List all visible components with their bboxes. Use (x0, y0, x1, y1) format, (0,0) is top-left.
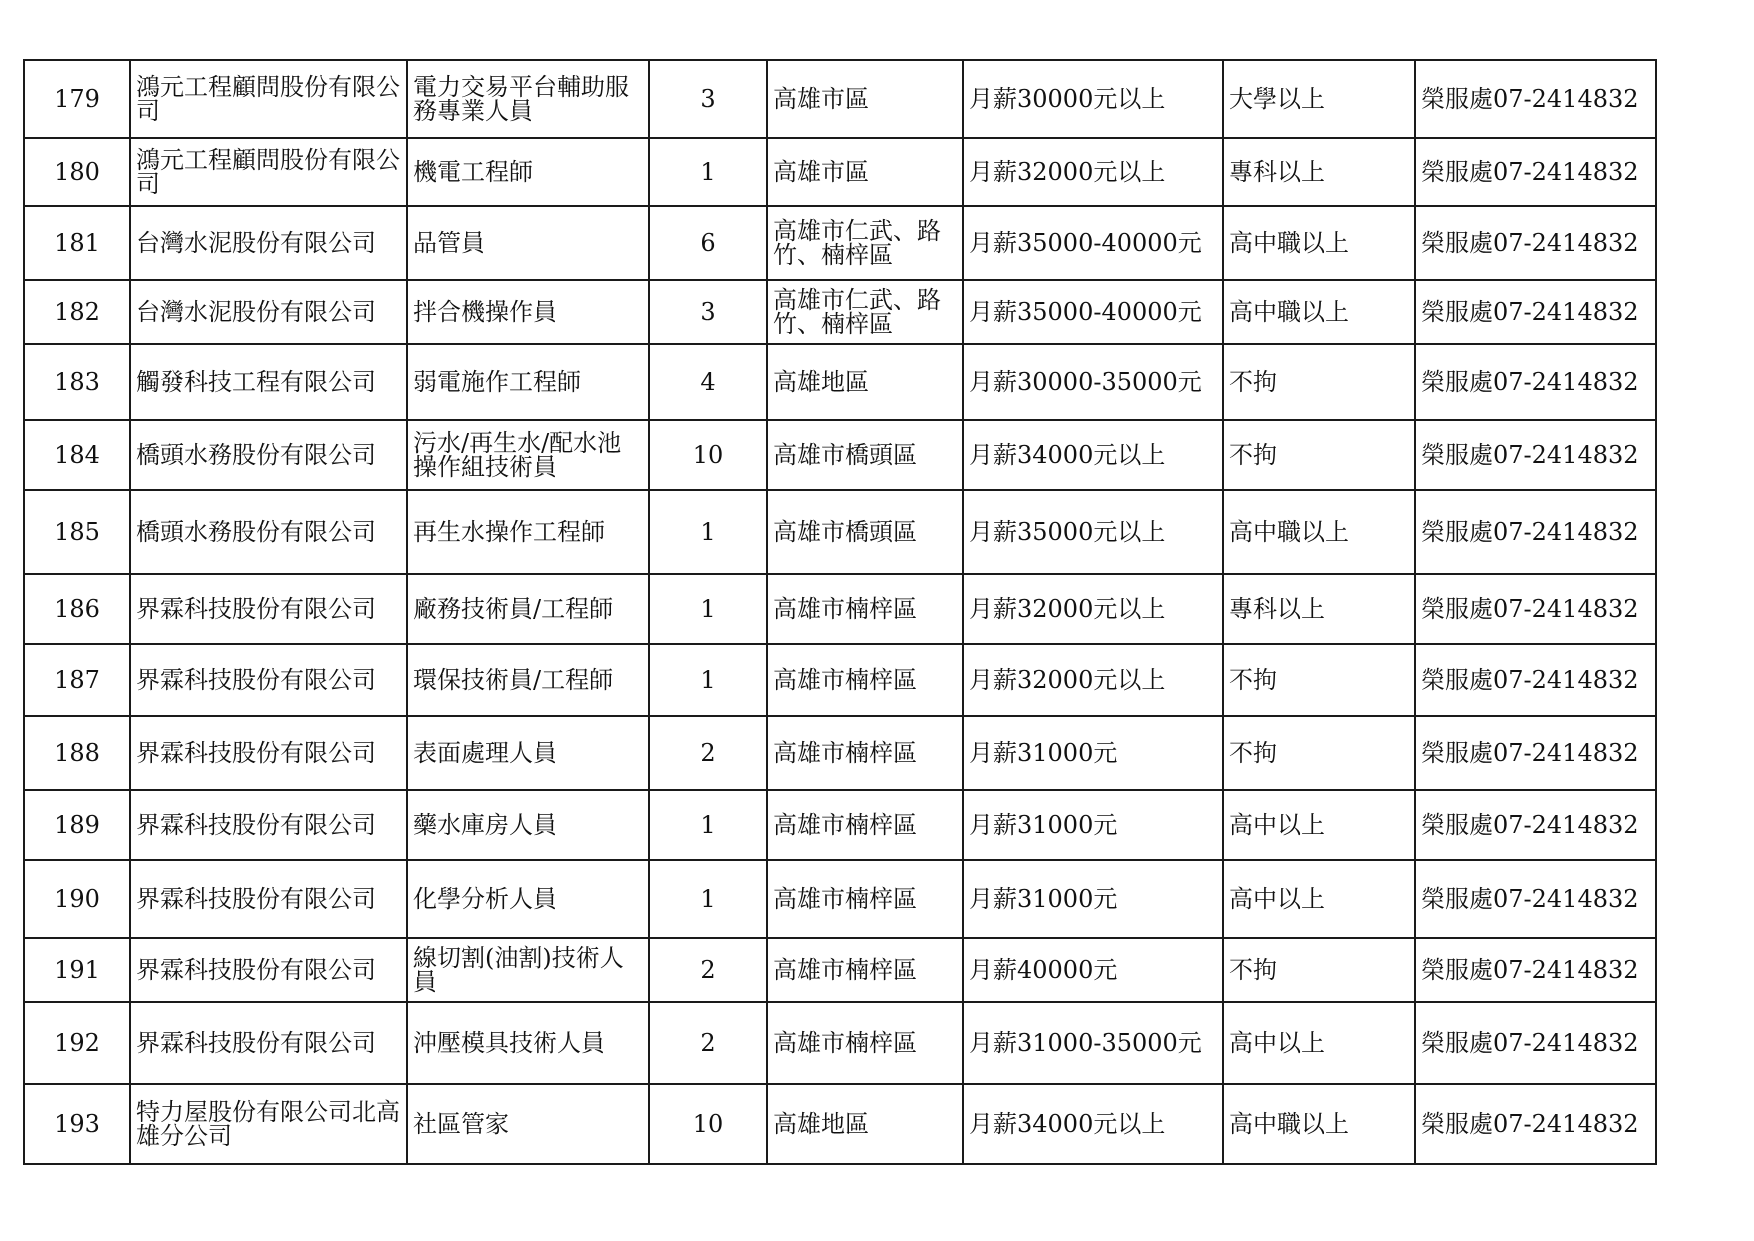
salary-cell: 月薪32000元以上 (963, 644, 1223, 716)
openings-count-cell: 1 (649, 790, 767, 860)
table-row (24, 938, 1656, 1002)
contact-phone-cell: 榮服處07-2414832 (1415, 344, 1656, 420)
row-number-cell: 184 (24, 420, 130, 490)
contact-phone-cell: 榮服處07-2414832 (1415, 60, 1656, 138)
salary-cell: 月薪32000元以上 (963, 138, 1223, 206)
contact-phone-cell: 榮服處07-2414832 (1415, 860, 1656, 938)
row-number-cell: 193 (24, 1084, 130, 1164)
job-title-cell: 化學分析人員 (407, 860, 649, 938)
work-area-cell: 高雄市楠梓區 (767, 790, 963, 860)
table-row (24, 1002, 1656, 1084)
company-name-cell: 界霖科技股份有限公司 (130, 860, 407, 938)
education-requirement-cell: 專科以上 (1223, 138, 1415, 206)
table-row (24, 490, 1656, 574)
company-name-cell: 特力屋股份有限公司北高雄分公司 (130, 1084, 407, 1164)
company-name-cell: 界霖科技股份有限公司 (130, 574, 407, 644)
row-number-cell: 192 (24, 1002, 130, 1084)
row-number-cell: 179 (24, 60, 130, 138)
row-number-cell: 191 (24, 938, 130, 1002)
row-number-cell: 185 (24, 490, 130, 574)
salary-cell: 月薪30000-35000元 (963, 344, 1223, 420)
salary-cell: 月薪35000元以上 (963, 490, 1223, 574)
education-requirement-cell: 專科以上 (1223, 574, 1415, 644)
work-area-cell: 高雄市仁武、路竹、楠梓區 (767, 206, 963, 280)
education-requirement-cell: 不拘 (1223, 644, 1415, 716)
salary-cell: 月薪30000元以上 (963, 60, 1223, 138)
table-row (24, 716, 1656, 790)
work-area-cell: 高雄市區 (767, 60, 963, 138)
table-row (24, 206, 1656, 280)
table-row (24, 574, 1656, 644)
work-area-cell: 高雄市楠梓區 (767, 1002, 963, 1084)
openings-count-cell: 2 (649, 716, 767, 790)
salary-cell: 月薪40000元 (963, 938, 1223, 1002)
contact-phone-cell: 榮服處07-2414832 (1415, 790, 1656, 860)
company-name-cell: 界霖科技股份有限公司 (130, 716, 407, 790)
table-row (24, 138, 1656, 206)
company-name-cell: 台灣水泥股份有限公司 (130, 280, 407, 344)
row-number-cell: 186 (24, 574, 130, 644)
job-title-cell: 藥水庫房人員 (407, 790, 649, 860)
contact-phone-cell: 榮服處07-2414832 (1415, 490, 1656, 574)
row-number-cell: 183 (24, 344, 130, 420)
openings-count-cell: 3 (649, 280, 767, 344)
openings-count-cell: 1 (649, 860, 767, 938)
table-row (24, 280, 1656, 344)
company-name-cell: 界霖科技股份有限公司 (130, 644, 407, 716)
openings-count-cell: 10 (649, 420, 767, 490)
table-row (24, 790, 1656, 860)
job-title-cell: 再生水操作工程師 (407, 490, 649, 574)
contact-phone-cell: 榮服處07-2414832 (1415, 206, 1656, 280)
education-requirement-cell: 不拘 (1223, 716, 1415, 790)
job-title-cell: 線切割(油割)技術人員 (407, 938, 649, 1002)
row-number-cell: 180 (24, 138, 130, 206)
table-row (24, 644, 1656, 716)
company-name-cell: 鴻元工程顧問股份有限公司 (130, 138, 407, 206)
job-title-cell: 環保技術員/工程師 (407, 644, 649, 716)
job-title-cell: 污水/再生水/配水池操作組技術員 (407, 420, 649, 490)
job-title-cell: 社區管家 (407, 1084, 649, 1164)
openings-count-cell: 1 (649, 574, 767, 644)
work-area-cell: 高雄市仁武、路竹、楠梓區 (767, 280, 963, 344)
job-title-cell: 沖壓模具技術人員 (407, 1002, 649, 1084)
contact-phone-cell: 榮服處07-2414832 (1415, 280, 1656, 344)
contact-phone-cell: 榮服處07-2414832 (1415, 1002, 1656, 1084)
openings-count-cell: 4 (649, 344, 767, 420)
education-requirement-cell: 不拘 (1223, 344, 1415, 420)
salary-cell: 月薪32000元以上 (963, 574, 1223, 644)
job-rows (24, 60, 1656, 1164)
row-number-cell: 181 (24, 206, 130, 280)
company-name-cell: 觸發科技工程有限公司 (130, 344, 407, 420)
job-title-cell: 拌合機操作員 (407, 280, 649, 344)
education-requirement-cell: 高中職以上 (1223, 1084, 1415, 1164)
work-area-cell: 高雄市橋頭區 (767, 420, 963, 490)
education-requirement-cell: 高中以上 (1223, 790, 1415, 860)
work-area-cell: 高雄市楠梓區 (767, 716, 963, 790)
job-title-cell: 品管員 (407, 206, 649, 280)
row-number-cell: 182 (24, 280, 130, 344)
work-area-cell: 高雄地區 (767, 344, 963, 420)
openings-count-cell: 1 (649, 490, 767, 574)
work-area-cell: 高雄市區 (767, 138, 963, 206)
work-area-cell: 高雄市楠梓區 (767, 644, 963, 716)
table-row (24, 344, 1656, 420)
job-title-cell: 表面處理人員 (407, 716, 649, 790)
work-area-cell: 高雄市楠梓區 (767, 938, 963, 1002)
job-title-cell: 機電工程師 (407, 138, 649, 206)
openings-count-cell: 1 (649, 138, 767, 206)
salary-cell: 月薪34000元以上 (963, 1084, 1223, 1164)
education-requirement-cell: 不拘 (1223, 420, 1415, 490)
openings-count-cell: 6 (649, 206, 767, 280)
contact-phone-cell: 榮服處07-2414832 (1415, 1084, 1656, 1164)
job-listing-table (23, 59, 1657, 1165)
salary-cell: 月薪31000元 (963, 790, 1223, 860)
salary-cell: 月薪35000-40000元 (963, 280, 1223, 344)
company-name-cell: 界霖科技股份有限公司 (130, 790, 407, 860)
education-requirement-cell: 大學以上 (1223, 60, 1415, 138)
table-row (24, 420, 1656, 490)
row-number-cell: 189 (24, 790, 130, 860)
openings-count-cell: 3 (649, 60, 767, 138)
work-area-cell: 高雄市楠梓區 (767, 860, 963, 938)
salary-cell: 月薪31000元 (963, 860, 1223, 938)
contact-phone-cell: 榮服處07-2414832 (1415, 938, 1656, 1002)
job-title-cell: 電力交易平台輔助服務專業人員 (407, 60, 649, 138)
salary-cell: 月薪31000元 (963, 716, 1223, 790)
job-listing-sheet (23, 59, 1655, 1165)
contact-phone-cell: 榮服處07-2414832 (1415, 716, 1656, 790)
table-row (24, 1084, 1656, 1164)
contact-phone-cell: 榮服處07-2414832 (1415, 644, 1656, 716)
education-requirement-cell: 高中職以上 (1223, 280, 1415, 344)
row-number-cell: 188 (24, 716, 130, 790)
table-row (24, 60, 1656, 138)
openings-count-cell: 1 (649, 644, 767, 716)
contact-phone-cell: 榮服處07-2414832 (1415, 138, 1656, 206)
openings-count-cell: 2 (649, 1002, 767, 1084)
openings-count-cell: 10 (649, 1084, 767, 1164)
table-row (24, 860, 1656, 938)
company-name-cell: 台灣水泥股份有限公司 (130, 206, 407, 280)
job-title-cell: 廠務技術員/工程師 (407, 574, 649, 644)
company-name-cell: 界霖科技股份有限公司 (130, 938, 407, 1002)
company-name-cell: 界霖科技股份有限公司 (130, 1002, 407, 1084)
work-area-cell: 高雄地區 (767, 1084, 963, 1164)
salary-cell: 月薪34000元以上 (963, 420, 1223, 490)
company-name-cell: 橋頭水務股份有限公司 (130, 420, 407, 490)
education-requirement-cell: 高中職以上 (1223, 490, 1415, 574)
work-area-cell: 高雄市橋頭區 (767, 490, 963, 574)
salary-cell: 月薪35000-40000元 (963, 206, 1223, 280)
company-name-cell: 鴻元工程顧問股份有限公司 (130, 60, 407, 138)
education-requirement-cell: 高中以上 (1223, 860, 1415, 938)
job-title-cell: 弱電施作工程師 (407, 344, 649, 420)
openings-count-cell: 2 (649, 938, 767, 1002)
salary-cell: 月薪31000-35000元 (963, 1002, 1223, 1084)
row-number-cell: 190 (24, 860, 130, 938)
company-name-cell: 橋頭水務股份有限公司 (130, 490, 407, 574)
work-area-cell: 高雄市楠梓區 (767, 574, 963, 644)
contact-phone-cell: 榮服處07-2414832 (1415, 574, 1656, 644)
education-requirement-cell: 高中職以上 (1223, 206, 1415, 280)
education-requirement-cell: 高中以上 (1223, 1002, 1415, 1084)
education-requirement-cell: 不拘 (1223, 938, 1415, 1002)
row-number-cell: 187 (24, 644, 130, 716)
contact-phone-cell: 榮服處07-2414832 (1415, 420, 1656, 490)
